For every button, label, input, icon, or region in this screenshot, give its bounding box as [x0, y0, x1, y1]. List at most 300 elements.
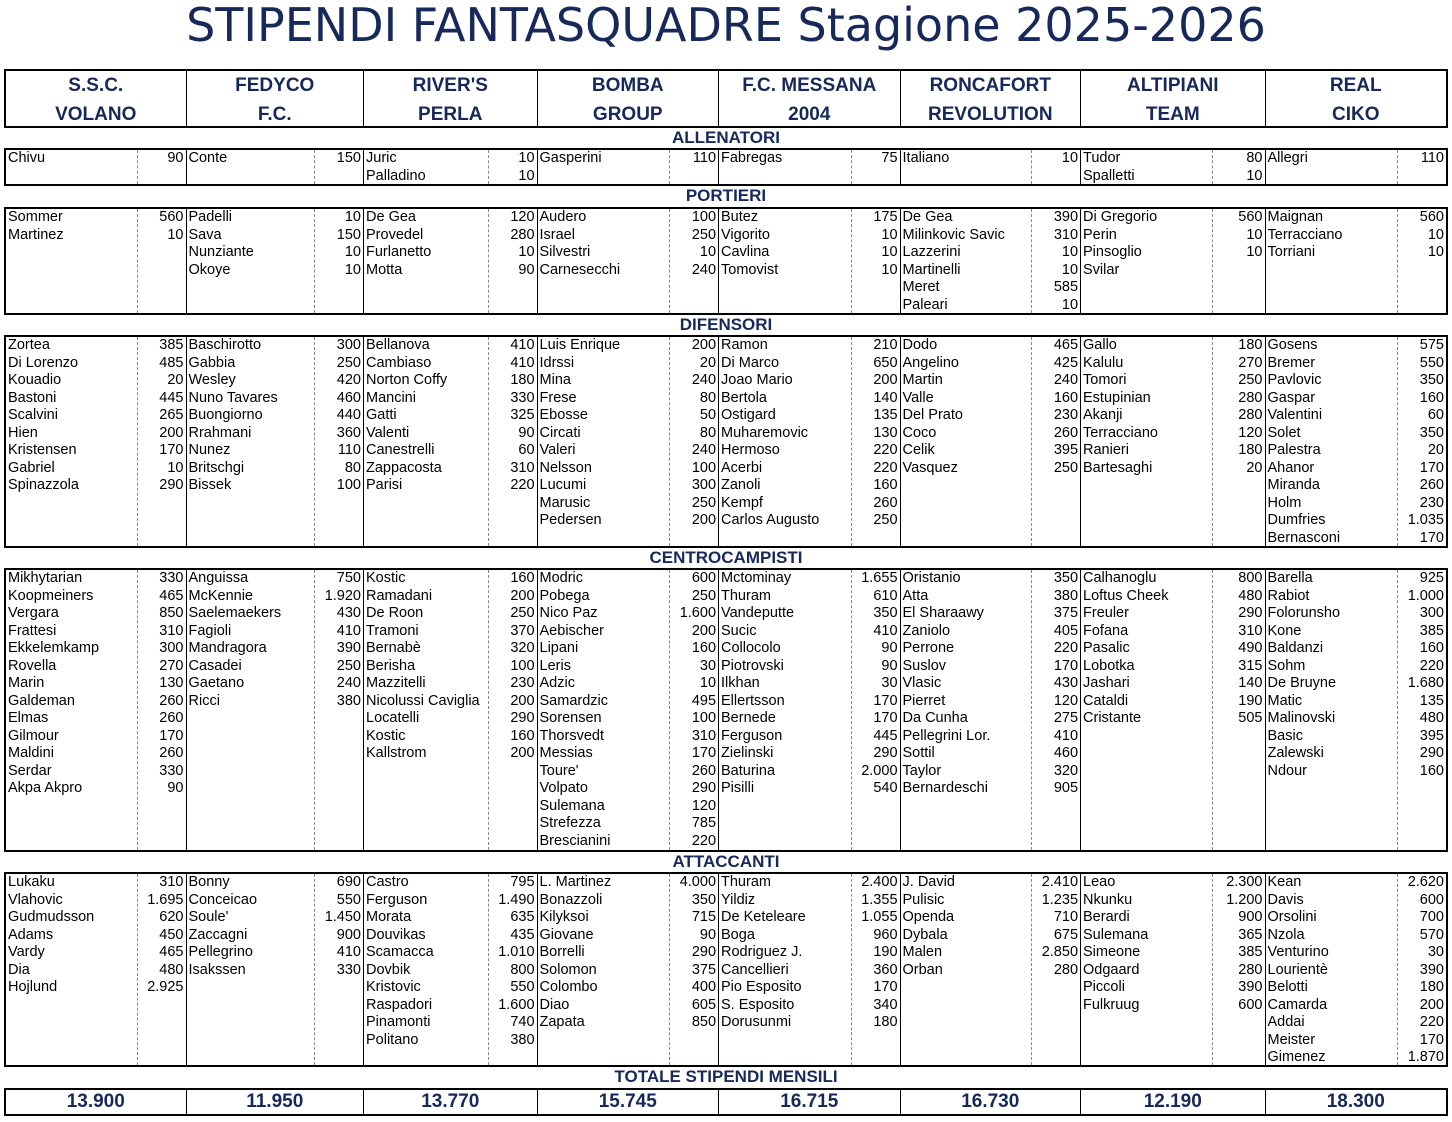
team-column	[538, 570, 720, 850]
player-salary: 160	[510, 570, 535, 586]
player-salary: 410	[873, 622, 898, 639]
player-salary: 380	[336, 692, 361, 709]
player-name: Atta	[902, 587, 929, 604]
team-header	[187, 71, 365, 126]
player-salary: 230	[1419, 494, 1444, 511]
player-name: Douvikas	[366, 926, 426, 943]
player-salary: 4.000	[679, 874, 717, 890]
player-name: Mina	[539, 372, 571, 388]
player-salary: 600	[1419, 891, 1444, 908]
player-name: Dybala	[902, 926, 948, 943]
player-name: Brescianini	[539, 832, 611, 849]
player-salaries	[1032, 209, 1080, 313]
player-salary: 460	[336, 389, 361, 406]
player-names	[901, 337, 1033, 546]
player-salary: 190	[1238, 692, 1263, 709]
player-salary: 905	[1053, 780, 1079, 796]
player-name: Gabriel	[8, 459, 55, 476]
player-salary: 170	[1419, 459, 1444, 476]
player-name: Davis	[1267, 891, 1304, 908]
player-name: Thuram	[721, 874, 771, 890]
player-name: Dia	[8, 961, 30, 978]
player-salary: 900	[1238, 909, 1263, 925]
team-header-row	[4, 69, 1448, 128]
player-name: Buongiorno	[188, 407, 263, 423]
player-salary: 465	[1053, 337, 1079, 353]
player-salary: 675	[1053, 926, 1079, 943]
player-salary: 290	[159, 477, 184, 493]
team-column	[901, 209, 1082, 313]
player-name: Marin	[8, 675, 45, 691]
player-salary: 120	[1238, 424, 1263, 441]
player-salary: 1.010	[498, 944, 535, 960]
player-salary: 385	[1238, 944, 1263, 960]
player-name: Isakssen	[188, 961, 246, 978]
player-name: Ranieri	[1083, 442, 1129, 458]
player-salary: 60	[518, 442, 535, 458]
player-name: Samardzic	[539, 692, 609, 709]
player-salary: 900	[336, 926, 361, 943]
player-salary: 230	[1053, 407, 1079, 423]
player-name: Kean	[1267, 874, 1302, 890]
player-name: Estupinian	[1083, 389, 1151, 406]
page-title: STIPENDI FANTASQUADRE Stagione 2025-2026	[186, 0, 1266, 52]
player-salary: 300	[1419, 605, 1444, 621]
player-salary: 350	[1419, 424, 1444, 441]
player-name: Martin	[902, 372, 943, 388]
player-salary: 1.695	[147, 891, 184, 908]
player-salary: 250	[1053, 459, 1079, 476]
player-salary: 250	[336, 354, 361, 371]
player-salaries	[670, 209, 718, 313]
player-salary: 310	[1238, 622, 1263, 639]
player-salary: 90	[167, 780, 184, 796]
player-salaries	[1398, 874, 1446, 1065]
player-name: Nunziante	[188, 244, 254, 260]
player-name: Locatelli	[366, 710, 420, 726]
section-allenatori	[4, 148, 1448, 186]
player-name: Frattesi	[8, 622, 57, 639]
player-salary: 280	[1238, 407, 1263, 423]
player-salary: 410	[510, 337, 535, 353]
player-salary: 550	[510, 979, 535, 995]
player-salary: 400	[691, 979, 717, 995]
player-salary: 1.655	[861, 570, 898, 586]
player-name: Svilar	[1083, 261, 1120, 278]
player-salary: 280	[1238, 961, 1263, 978]
player-name: Toure'	[539, 762, 579, 779]
player-name: Italiano	[902, 150, 950, 166]
player-salary: 10	[1061, 296, 1079, 313]
player-name: Serdar	[8, 762, 52, 779]
player-salary: 1.870	[1407, 1049, 1444, 1065]
player-salary: 350	[1419, 372, 1444, 388]
player-name: Marusic	[539, 494, 591, 511]
player-names	[1081, 874, 1212, 1065]
player-salary: 160	[1419, 762, 1444, 779]
player-salary: 410	[1053, 727, 1079, 744]
player-name: J. David	[902, 874, 955, 890]
player-name: Lipani	[539, 640, 579, 656]
player-names	[1266, 570, 1399, 850]
player-name: Celik	[902, 442, 935, 458]
player-salaries	[1398, 209, 1446, 313]
player-name: Lukaku	[8, 874, 55, 890]
player-name: Pellegrino	[188, 944, 253, 960]
team-column	[1081, 209, 1265, 313]
player-salary: 785	[691, 815, 717, 831]
player-salary: 30	[881, 675, 898, 691]
player-salary: 20	[699, 354, 717, 371]
player-name: Gilmour	[8, 727, 59, 744]
player-salaries	[1213, 209, 1265, 313]
player-name: Kempf	[721, 494, 763, 511]
player-salary: 10	[1061, 244, 1079, 260]
player-name: Pavlovic	[1267, 372, 1322, 388]
player-salary: 20	[1246, 459, 1263, 476]
team-column	[364, 150, 538, 184]
player-name: Bernardeschi	[902, 780, 988, 796]
player-name: Milinkovic Savic	[902, 226, 1005, 243]
team-total: 16.715	[719, 1090, 901, 1114]
player-salary: 90	[881, 657, 898, 674]
player-salary: 250	[691, 587, 717, 604]
player-salary: 260	[691, 762, 717, 779]
player-name: De Bruyne	[1267, 675, 1337, 691]
player-salary: 375	[691, 961, 717, 978]
player-name: Boga	[721, 926, 755, 943]
player-name: Provedel	[366, 226, 424, 243]
player-salary: 1.200	[1226, 891, 1263, 908]
player-salary: 10	[881, 261, 898, 278]
player-names	[364, 874, 489, 1065]
player-salary: 80	[699, 424, 717, 441]
player-salary: 120	[1053, 692, 1079, 709]
player-name: Valeri	[539, 442, 576, 458]
player-salary: 10	[881, 244, 898, 260]
player-name: Vlasic	[902, 675, 942, 691]
player-salary: 490	[1238, 640, 1263, 656]
player-salary: 585	[1053, 279, 1079, 295]
player-names	[719, 570, 852, 850]
player-name: Thuram	[721, 587, 771, 604]
player-salary: 170	[159, 442, 184, 458]
player-names	[187, 337, 316, 546]
totals-title: TOTALE STIPENDI MENSILI	[614, 1067, 838, 1086]
player-salary: 2.925	[147, 979, 184, 995]
player-name: Addai	[1267, 1014, 1305, 1030]
player-salary: 850	[159, 605, 184, 621]
section-difensori	[4, 335, 1448, 548]
player-name: Fagioli	[188, 622, 232, 639]
player-salary: 220	[1419, 657, 1444, 674]
player-names	[901, 874, 1033, 1065]
team-name-line2: REVOLUTION	[927, 104, 1053, 125]
team-column	[187, 150, 365, 184]
player-salary: 30	[1427, 944, 1444, 960]
section-centrocampisti	[4, 568, 1448, 852]
player-name: Hermoso	[721, 442, 780, 458]
player-salary: 560	[159, 209, 184, 225]
player-name: Sottil	[902, 745, 935, 761]
player-name: Bastoni	[8, 389, 57, 406]
player-salaries	[489, 150, 537, 184]
player-name: Giovane	[539, 926, 594, 943]
totals-row	[4, 1088, 1448, 1116]
player-salary: 360	[873, 961, 898, 978]
player-name: Zaniolo	[902, 622, 951, 639]
player-salary: 90	[518, 261, 535, 278]
player-salary: 370	[510, 622, 535, 639]
player-salary: 390	[1238, 979, 1263, 995]
player-salary: 620	[159, 909, 184, 925]
player-salary: 310	[159, 622, 184, 639]
player-salary: 465	[159, 944, 184, 960]
player-name: Vardy	[8, 944, 45, 960]
player-salary: 250	[691, 226, 717, 243]
player-salary: 405	[1053, 622, 1079, 639]
player-name: Galdeman	[8, 692, 75, 709]
player-salary: 410	[336, 622, 361, 639]
player-name: Ricci	[188, 692, 220, 709]
player-salary: 390	[336, 640, 361, 656]
player-name: Chivu	[8, 150, 46, 166]
player-name: Akanji	[1083, 407, 1123, 423]
player-name: Okoye	[188, 261, 231, 278]
player-name: Canestrelli	[366, 442, 435, 458]
player-name: Maignan	[1267, 209, 1324, 225]
player-salaries	[852, 150, 900, 184]
section-title: ALLENATORI	[672, 128, 780, 147]
player-names	[364, 570, 489, 850]
player-name: Mandragora	[188, 640, 267, 656]
player-name: Orsolini	[1267, 909, 1317, 925]
player-name: Bartesaghi	[1083, 459, 1153, 476]
player-name: Di Marco	[721, 354, 780, 371]
player-salary: 430	[336, 605, 361, 621]
player-salary: 650	[873, 354, 898, 371]
team-name-line2: VOLANO	[55, 104, 137, 125]
player-salaries	[852, 337, 900, 546]
player-salary: 280	[1053, 961, 1079, 978]
player-salary: 2.300	[1226, 874, 1263, 890]
team-header	[538, 71, 720, 126]
team-column	[187, 874, 365, 1065]
player-name: Casadei	[188, 657, 242, 674]
team-header	[1266, 71, 1447, 126]
player-salary: 560	[1238, 209, 1263, 225]
player-salary: 380	[1053, 587, 1079, 604]
player-names	[1081, 209, 1212, 313]
player-name: Sohm	[1267, 657, 1306, 674]
player-name: Venturino	[1267, 944, 1329, 960]
player-name: Audero	[539, 209, 587, 225]
player-salary: 320	[1053, 762, 1079, 779]
team-total: 18.300	[1326, 1091, 1385, 1112]
player-name: Spalletti	[1083, 167, 1135, 184]
player-salaries	[1398, 570, 1446, 850]
player-name: Kostic	[366, 570, 406, 586]
player-salary: 605	[691, 996, 717, 1013]
player-salary: 1.600	[498, 996, 535, 1013]
player-name: Meister	[1267, 1031, 1316, 1048]
player-salary: 220	[873, 459, 898, 476]
player-names	[187, 150, 316, 184]
player-name: Baldanzi	[1267, 640, 1324, 656]
player-salary: 325	[510, 407, 535, 423]
player-name: Adams	[8, 926, 54, 943]
player-salary: 350	[1053, 570, 1079, 586]
player-name: Fofana	[1083, 622, 1129, 639]
player-name: Carlos Augusto	[721, 512, 820, 528]
player-name: Del Prato	[902, 407, 963, 423]
player-salary: 200	[1419, 996, 1444, 1013]
player-salary: 250	[691, 494, 717, 511]
team-column	[538, 874, 720, 1065]
player-salary: 10	[1427, 226, 1444, 243]
player-names	[187, 874, 316, 1065]
player-salary: 170	[873, 710, 898, 726]
player-salary: 1.680	[1407, 675, 1444, 691]
player-name: Lourientè	[1267, 961, 1328, 978]
player-name: Nzola	[1267, 926, 1305, 943]
player-name: Zapata	[539, 1014, 585, 1030]
player-salary: 50	[699, 407, 717, 423]
player-salaries	[315, 150, 363, 184]
player-salaries	[489, 337, 537, 546]
team-column	[6, 337, 187, 546]
player-name: Ndour	[1267, 762, 1307, 779]
team-column	[6, 150, 187, 184]
player-salary: 160	[1419, 640, 1444, 656]
player-salary: 240	[1053, 372, 1079, 388]
player-salary: 350	[873, 605, 898, 621]
player-name: Bonazzoli	[539, 891, 603, 908]
team-column	[719, 209, 901, 313]
player-salary: 740	[510, 1014, 535, 1030]
player-name: Anguissa	[188, 570, 249, 586]
player-salary: 170	[691, 745, 717, 761]
team-total: 12.190	[1081, 1090, 1265, 1114]
player-salary: 445	[159, 389, 184, 406]
player-name: Torriani	[1267, 244, 1316, 260]
player-name: Ferguson	[366, 891, 428, 908]
player-name: Pio Esposito	[721, 979, 802, 995]
player-salary: 240	[336, 675, 361, 691]
team-header	[6, 71, 187, 126]
player-name: Vergara	[8, 605, 59, 621]
player-name: Juric	[366, 150, 397, 166]
player-name: Di Gregorio	[1083, 209, 1158, 225]
player-salary: 10	[1427, 244, 1444, 260]
player-salary: 260	[159, 710, 184, 726]
player-name: Loftus Cheek	[1083, 587, 1169, 604]
player-name: Bernede	[721, 710, 776, 726]
player-salary: 220	[1419, 1014, 1444, 1030]
player-salary: 575	[1419, 337, 1444, 353]
player-name: Pisilli	[721, 780, 755, 796]
team-name-line1: REAL	[1329, 75, 1382, 96]
player-salaries	[670, 337, 718, 546]
player-salary: 2.850	[1041, 944, 1079, 960]
player-salary: 290	[510, 710, 535, 726]
player-salaries	[852, 874, 900, 1065]
player-name: Sucic	[721, 622, 757, 639]
player-salary: 390	[1419, 961, 1444, 978]
player-salaries	[138, 874, 186, 1065]
player-salary: 135	[873, 407, 898, 423]
player-salary: 350	[691, 891, 717, 908]
player-salary: 395	[1053, 442, 1079, 458]
player-name: Fabregas	[721, 150, 783, 166]
player-name: Rodriguez J.	[721, 944, 803, 960]
player-name: Di Lorenzo	[8, 354, 79, 371]
player-name: Vandeputte	[721, 605, 795, 621]
player-name: De Gea	[366, 209, 416, 225]
team-column	[6, 874, 187, 1065]
player-salary: 10	[518, 150, 535, 166]
player-names	[6, 150, 138, 184]
player-salary: 170	[1053, 657, 1079, 674]
player-salary: 495	[691, 692, 717, 709]
player-name: Spinazzola	[8, 477, 79, 493]
player-name: S. Esposito	[721, 996, 795, 1013]
player-name: Castro	[366, 874, 409, 890]
player-names	[1266, 874, 1399, 1065]
player-salary: 10	[344, 261, 361, 278]
player-salary: 10	[518, 167, 535, 184]
player-names	[6, 337, 138, 546]
player-names	[187, 570, 316, 850]
player-salaries	[1398, 150, 1446, 184]
team-column	[719, 874, 901, 1065]
player-salary: 315	[1238, 657, 1263, 674]
player-name: Dodo	[902, 337, 938, 353]
player-salary: 1.450	[324, 909, 361, 925]
player-name: Conceicao	[188, 891, 258, 908]
player-salary: 410	[336, 944, 361, 960]
player-name: Bremer	[1267, 354, 1316, 371]
player-salary: 340	[873, 996, 898, 1013]
player-salary: 750	[336, 570, 361, 586]
player-names	[719, 209, 852, 313]
player-salary: 190	[873, 944, 898, 960]
player-salary: 1.920	[324, 587, 361, 604]
player-salary: 435	[510, 926, 535, 943]
player-name: Saelemaekers	[188, 605, 282, 621]
player-salary: 10	[167, 459, 184, 476]
player-name: Cataldi	[1083, 692, 1129, 709]
player-salary: 100	[691, 209, 717, 225]
team-total: 15.745	[538, 1090, 720, 1114]
player-name: Morata	[366, 909, 412, 925]
player-salary: 300	[691, 477, 717, 493]
player-salary: 160	[691, 640, 717, 656]
player-name: Berardi	[1083, 909, 1130, 925]
player-names	[1266, 209, 1399, 313]
player-salary: 365	[1238, 926, 1263, 943]
player-salary: 80	[1246, 150, 1263, 166]
player-salary: 550	[1419, 354, 1444, 371]
player-name: Calhanoglu	[1083, 570, 1157, 586]
player-salary: 570	[1419, 926, 1444, 943]
player-name: Oristanio	[902, 570, 961, 586]
player-salaries	[315, 209, 363, 313]
player-salary: 2.410	[1041, 874, 1079, 890]
player-salary: 10	[699, 244, 717, 260]
player-salary: 505	[1238, 710, 1263, 726]
player-name: Gaetano	[188, 675, 245, 691]
